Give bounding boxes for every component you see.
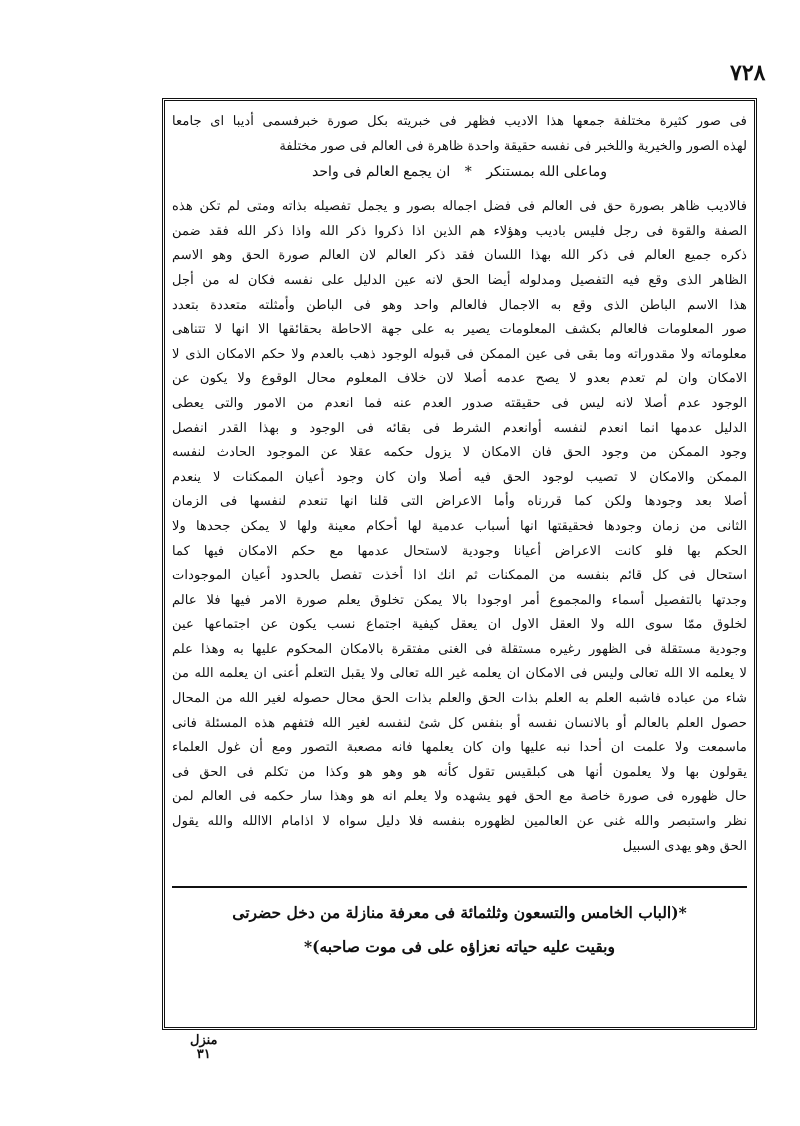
section-divider [172,886,747,888]
text-line: وجود الممكن من وجود الحق فان الامكان لا يزول حكمه عقلا عن الموجود الحادث لنفسه [172,445,747,461]
catchword-top: منزل [190,1033,218,1048]
verse-first-hemistich: وماعلى الله بمستنكر [486,164,607,181]
text-line: الصفة والقوة فى رجل فليس باديب وهؤلاء هم الذين اذا ذكروا ذكر الله واذا ذكر الله فقد ضمن [172,223,747,239]
intro-paragraph [172,110,747,159]
text-line: صور المعلومات فالعالم بكشف المعلومات يصير به على جهة الاحاطة بحقائقها الا انها لا تتناهى [172,322,747,338]
text-line: الوجود عدم أصلا لانه ليس فى حقيقته صدور العدم عنه فما انعدم من الامور والتى يعطى [172,395,747,411]
text-line: شاء من عباده فاشبه العلم به العلم بذات الحق والعلم بذات الحق محال حصوله لغير الله من المحال [172,691,747,707]
text-line: الحق وهو يهدى السبيل [622,838,747,854]
main-text [172,110,747,859]
catchword-bottom: ٣١ [196,1047,211,1062]
catchword [190,1034,218,1062]
text-line: ذكره جميع العالم فى ذكر الله بهذا اللسان فقد ذكر العالم لان العالم صورة الحق وهو الاسم [172,248,747,264]
text-line: حال ظهوره فى صورة خاصة مع الحق فهو يشهده ولا يعلم انه هو وهذا سار حكمه فى العالم لمن [172,789,747,805]
verse-second-hemistich: ان يجمع العالم فى واحد [312,164,451,181]
text-line: لهذه الصور والخيرية واللخبر فى نفسه حقيقة واحدة ظاهرة فى العالم فى صور مختلفة [279,138,747,154]
text-line: فى صور كثيرة مختلفة جمعها هذا الاديب فظهر فى خبريته بكل صورة خبرفسمى أديبا اى جامعا [172,114,747,129]
chapter-heading [172,896,747,964]
text-line: الامكان وان لم تعدم بعدو لا يصح عدمه أصلا لان خلاف المعلوم محال الوقوع ولا يكون عن [172,371,747,387]
verse-line [172,159,747,185]
text-line: هذا الاسم الباطن الذى وقع به الاجمال فالعالم واحد وهو فى الباطن وأمثلته متعددة بتعدد [172,297,747,313]
text-line: أصلا بعد وجودها ولكن كما قررناه وأما الاعراض التى قلنا انها تنعدم لنفسها فى الزمان [172,494,747,510]
text-line: وجودية مستقلة فى الظهور رغيره مستقلة فى الغنى مفتقرة بالامكان المحكوم عليها به وهذا علم [172,641,747,657]
text-line: يقولون بها ولا يعلمون أنها هى كبلقيس تقول كأنه هو وهو هو وكذا من تكلم فى الحق فى [172,764,747,780]
text-line: نظر واستبصر والله غنى عن العالمين لظهوره بنفسه فلا دليل سواه لا اذامام الاالله والله يقول [172,814,747,830]
text-line: ماسمعت ولا علمت ان أحدا نبه عليها وان كان يعلمها فانه مصعبة التصور ومع أن غول العلماء [172,740,747,756]
text-line: لخلوق ممّا سوى الله ولا العقل الاول ان يعقل كيفية اجتماع نسب يكون عن اجتماعها عين [172,617,747,633]
text-line: لا يعلمه الا الله تعالى وليس فى الامكان ان يعلمه غير الله تعالى ولا يقبل التعلم أعنى ان يعلمه الله من [172,666,747,682]
verse-separator: * [464,164,472,181]
text-line: الحكم بها فلو كانت الاعراض أعيانا وجودية لاستحال عدمها مع حكم الامكان فيها كما [172,543,747,559]
page-number: ٧٢٨ [730,60,766,86]
text-line: استحال فى كل قائم بنفسه من الممكنات ثم انك اذا أخذت تفصل بالحدود أعيان الموجودات [172,568,747,584]
text-line: فالاديب ظاهر بصورة حق فى العالم فى فضل اجماله بصور و يجمل تفصيله بذاته ومتى لم تكن هذه [172,199,747,215]
body-paragraph [172,195,747,859]
text-line: الثانى من زمان وجودها فحقيقتها انها أسباب عدمية لها أحكام معينة ولها لا يمكن جحدها ولا [172,518,747,534]
text-line: حصول العلم بالعالم أو بالانسان نفسه أو بنفس كل شئ لنفسه لغير الله فتفهم هذه المسئلة فانى [172,715,747,731]
text-line: الظاهر الذى وقع فيه التفصيل ومدلوله أيضا الحق لانه عين الدليل على نفسه فكان له من أجل [172,272,747,288]
text-line: الممكن والامكان لا تصيب لوجود الحق فيه أصلا وان كان وجود أعيان الممكنات لا ينعدم [172,469,747,485]
text-line: الدليل عدمها انما انعدم لنفسه أوانعدم الشرط فى بقائه فى الوجود و بهذا القدر انفصل [172,420,747,436]
chapter-heading-line-1: *(الباب الخامس والتسعون وثلثمائة فى معرفة منازلة من دخل حضرتى [232,903,687,922]
text-line: وجدتها بالتفصيل أسماء والمجموع أمر اوجودا بالا يمكن تخلوق يعلم صورة الامر فيها فلا عالم [172,592,747,608]
text-line: معلوماته ولا مقدوراته وما بقى فى عين الممكن فى قبوله الوجود ذهب بالعدم ولا حكم الامكان الذى لا [172,346,747,362]
chapter-heading-line-2: وبقيت عليه حياته نعزاؤه على فى موت صاحبه)* [304,937,615,956]
